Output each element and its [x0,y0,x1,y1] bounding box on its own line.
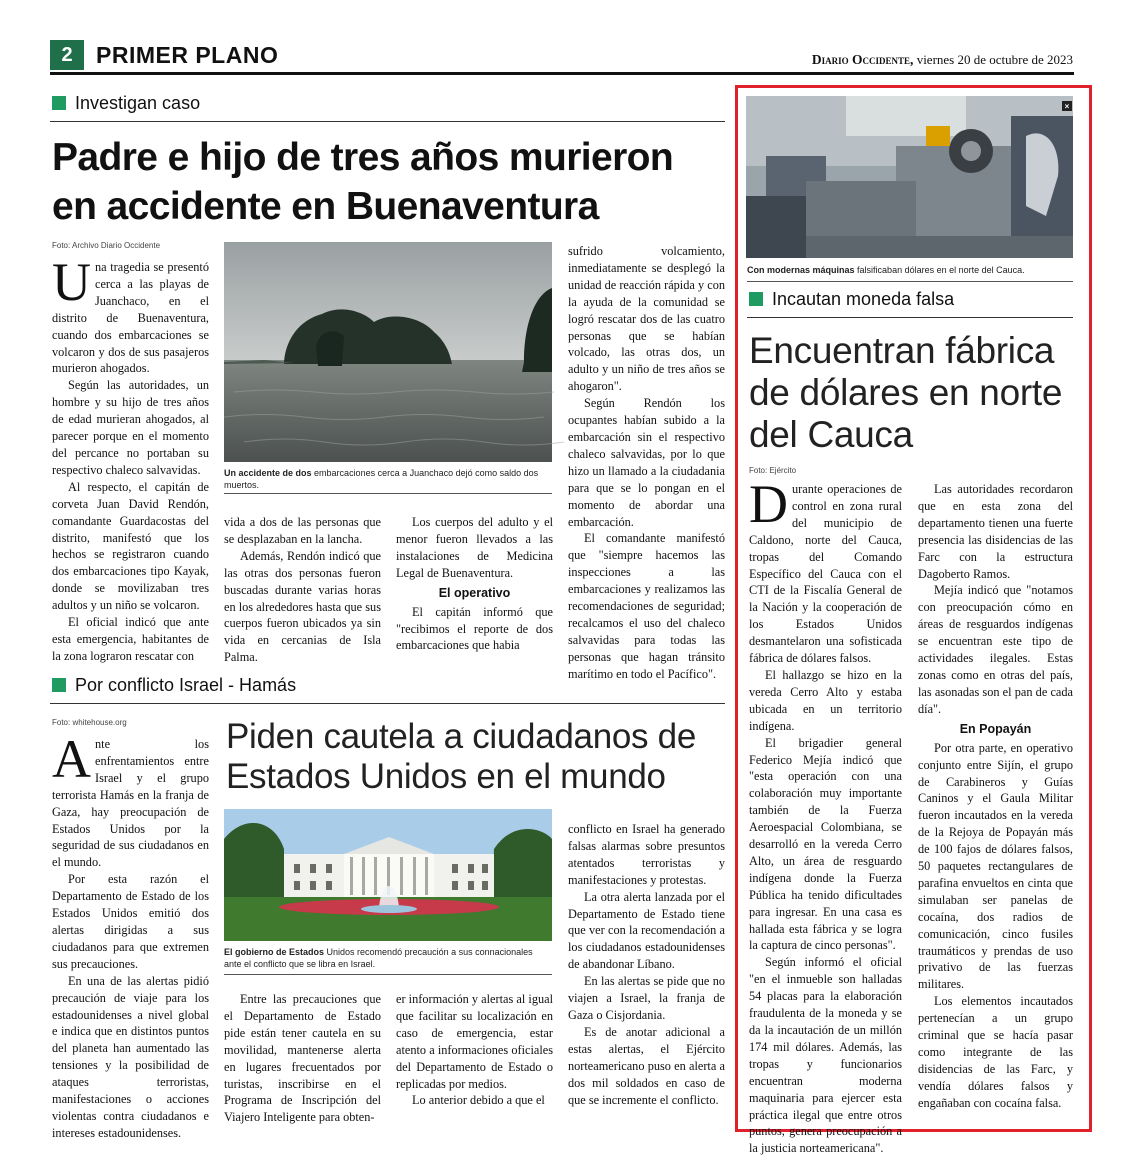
photo-credit: Foto: Ejército [749,466,797,475]
paragraph: En las alertas se pide que no viajen a Israel, la franja de Gaza o Cisjordania. [568,974,725,1022]
dropcap: U [52,252,91,312]
paragraph: En una de las alertas pidió precaución de viaje para los estadounidenses a nivel global e indica que en distintos puntos del planeta han aumentado las tensiones y la posibilidad de ataques terroristas, manifestaciones o acciones violentas contra ciudadanos e intereses estadounidenses. [52,973,209,1140]
article3-caption [747,264,1074,276]
paragraph: El brigadier general Federico Mejía indicó que "esta operación con una colaboración muy importante también de la Fuerza Aeroespacial Colombiana, se desarrolló en la vereda Cerro Alto, un área de resguardo indígena donde la Fuerza Pública ha tenido dificultades para ingresar. En una casa es hallada esta fábrica y se logra la captura de cinco personas". [749,735,902,953]
paragraph: Durante operaciones de control en zona rural del municipio de Caldono, norte del Cauca, tropas del Comando Específico del Cauca con el CTI de la Fiscalía General de la Nación y la cooperación de los Estados Unidos desmantelaron una sofisticada fábrica de dólares falsos. [749,474,902,666]
article3-column-1 [749,474,902,1156]
section-title: PRIMER PLANO [96,42,279,68]
dropcap: D [749,474,788,534]
article2-column-2 [224,991,381,1128]
article1-headline: Padre e hijo de tres años murieron en accidente en Buenaventura [52,136,674,228]
caption-rule [224,974,552,975]
article1-photo [224,242,552,462]
article1-caption [224,467,552,491]
divider [50,703,725,704]
kicker-label: Incautan moneda falsa [772,289,955,309]
paragraph: er información y alertas al igual que facilitar su localización en caso de emergencia, estar atento a informaciones oficiales del Departamento de Estado o replicadas por medios. [396,992,553,1091]
caption-bold: Un accidente de dos [224,468,312,478]
paragraph: El comandante manifestó que "siempre hacemos las inspecciones a las embarcaciones y realizamos las recomendaciones de seguridad; recalcamos el uso del chaleco salvavidas para todas las personas que hagan tránsito marítimo en todo el Pacífico". [568,531,725,681]
paragraph: Los cuerpos del adulto y el menor fueron llevados a las instalaciones de Medicina Legal de Buenaventura. [396,515,553,580]
article2-kicker [52,674,296,696]
caption-bold: El gobierno de Estados [224,947,325,957]
article1-kicker [52,92,200,114]
caption-text: Unidos recomendó precaución a sus connacionales ante el conflicto que se libra en Israel. [224,947,533,969]
kicker-square-icon [749,292,763,306]
article1-column-2 [224,514,381,667]
paragraph: Mejía indicó que "notamos con preocupación cómo en áreas de resguardos indígenas se encuentran este tipo de actividades ilegales. Estas zonas como en otras del país, las asonadas son el pan de cada día". [918,583,1073,716]
divider [50,121,725,122]
subhead: El operativo [438,585,511,600]
divider [747,317,1073,318]
subhead: En Popayán [959,721,1032,736]
paragraph: Las autoridades recordaron que en esta zona del departamento tienen una fuerte presencia las disidencias de las Farc con la estructura Dagoberto Ramos. [918,482,1073,581]
article3-column-2 [918,481,1073,1128]
paragraph: Por esta razón el Departamento de Estado de los Estados Unidos emitió dos alertas dirigidas a sus ciudadanos para que extremen sus precauciones. [52,872,209,971]
header-rule [50,72,1074,75]
page-number: 2 [50,40,84,70]
article2-headline: Piden cautela a ciudadanos de Estados Unidos en el mundo [226,717,697,796]
printing-machine-image [746,96,1073,258]
paragraph: Además, Rendón indicó que las otras dos personas fueron buscadas durante varias horas en los alrededores hasta que sus cuerpos fueron ubicados ya sin vida en cercanias de Isla Palma. [224,548,381,665]
article2-column-4 [568,821,725,1128]
caption-bold: Con modernas máquinas [747,265,855,275]
dropcap: A [52,729,91,789]
paragraph: Según Rendón los ocupantes habían subido a la embarcación sin el respectivo chaleco salvavidas, por lo que hizo un llamado a la ciudadania para que se lo pongan en el momento de abordar una embarcación. [568,396,725,529]
kicker-square-icon [52,678,66,692]
article3-photo [746,96,1073,258]
article1-column-3 [396,514,553,667]
photo-credit: Foto: whitehouse.org [52,718,127,727]
paragraph: Según informó el oficial "en el inmueble son halladas 54 placas para la elaboración fraudulenta de la moneda y se da la incautación de un millón 174 mil dólares. Además, las tropas y funcionarios encuentran moderna maquinaria para ejercer esta práctica ilegal que entre otros puntos, genera preocupación a la justicia norteamericana". [749,955,902,1156]
article1-column-1 [52,252,209,667]
caption-rule [747,281,1073,282]
caption-text: embarcaciones cerca a Juanchaco dejó como saldo dos muertos. [224,468,539,490]
lake-island-image [224,242,552,462]
white-house-image [224,809,552,941]
caption-rule [224,493,552,494]
paragraph: Ante los enfrentamientos entre Israel y el grupo terrorista Hamás en la franja de Gaza, hay preocupación de Estados Unidos por la seguridad de sus ciudadanos en el mundo. [52,729,209,870]
kicker-label: Investigan caso [75,93,201,113]
article3-headline: Encuentran fábrica de dólares en norte del Cauca [749,330,1063,455]
paragraph: La otra alerta lanzada por el Departamento de Estado tiene que ver con la recomendación a los ciudadanos estadounidenses de abandonar Líbano. [568,889,725,972]
paragraph: Por otra parte, en operativo conjunto entre Sijín, el grupo de Carabineros y Guías Caninos y el Gaula Militar fueron incautados en la vereda de la Rejoya de Popayán más de 100 fajos de dólares falsos, 50 paquetes rectangulares de parafina envueltos en cinta que simulaban ser panelas de cocaína, dos radios de comunicación, cinco fusiles traumáticos y prendas de uso privativo de las fuerzas militares. [918,740,1073,992]
paragraph: Una tragedia se presentó cerca a las playas de Juanchaco, en el distrito de Buenaventura, cuando dos embarcaciones se volcaron y dos de sus pasajeros murieron ahogados. [52,252,209,376]
paragraph: Al respecto, el capitán de corveta Juan David Rendón, comandante Guardacostas del distrito, manifestó que los hechos se registraron cuando dos embarcaciones tipo Kayak, donde se movilizaban tres adultos y un niño se volcaron. [52,479,209,613]
paragraph: Según las autoridades, un hombre y su hijo de tres años de edad murieran ahogados, al parecer porque en el momento del percance no portaban su respectivo chaleco salvavidas. [52,378,209,477]
article2-column-3 [396,991,553,1128]
paragraph: El capitán informó que "recibimos el reporte de dos embarcaciones que habia [396,604,553,653]
paragraph: vida a dos de las personas que se desplazaban en la lancha. [224,515,381,546]
photo-credit: Foto: Archivo Diario Occidente [52,241,161,250]
paper-name: Diario Occidente, [811,52,914,67]
paragraph: Los elementos incautados pertenecían a un grupo criminal que se hacía pasar como integrante de las disidencias de las Farc, y vendía dólares falsos y engañaban con cocaína falsa. [918,994,1073,1110]
article3-kicker [749,288,954,310]
article2-column-1 [52,729,209,1140]
paragraph: El oficial indicó que ante esta emergencia, habitantes de la zona lograron rescatar con [52,615,209,663]
article2-photo [224,809,552,941]
paragraph: Entre las precauciones que el Departamento de Estado pide están tener cautela en su movilidad, mantenerse alerta en lugares frecuentados por turistas, inscribirse en el Programa de Inscripción del Viajero Inteligente para obten- [224,992,381,1125]
paragraph: El hallazgo se hizo en la vereda Cerro Alto y estaba ubicada en un territorio indígena. [749,667,902,733]
article1-column-4 [568,243,725,681]
paragraph: Es de anotar adicional a estas alertas, el Ejército norteamericano puso en alerta a dos mil soldados en caso de que se incremente el conflicto. [568,1024,725,1107]
kicker-square-icon [52,96,66,110]
close-icon: × [1062,101,1072,111]
kicker-label: Por conflicto Israel - Hamás [75,675,297,695]
issue-date: viernes 20 de octubre de 2023 [916,52,1073,67]
paragraph: Lo anterior debido a que el [412,1093,545,1108]
masthead [812,52,1073,68]
paragraph: conflicto en Israel ha generado falsas alarmas sobre presuntos atentados terroristas y manifestaciones y protestas. [568,822,725,887]
paragraph: sufrido volcamiento, inmediatamente se desplegó la unidad de reacción rápida y con la ayuda de la comunidad se logró rescatar dos de las cuatro personas que se habían volcado, las otras dos, un adulto y un niño de tres años se ahogaron". [568,244,725,394]
article2-caption [224,946,552,970]
caption-text: falsificaban dólares en el norte del Cauca. [857,265,1025,275]
